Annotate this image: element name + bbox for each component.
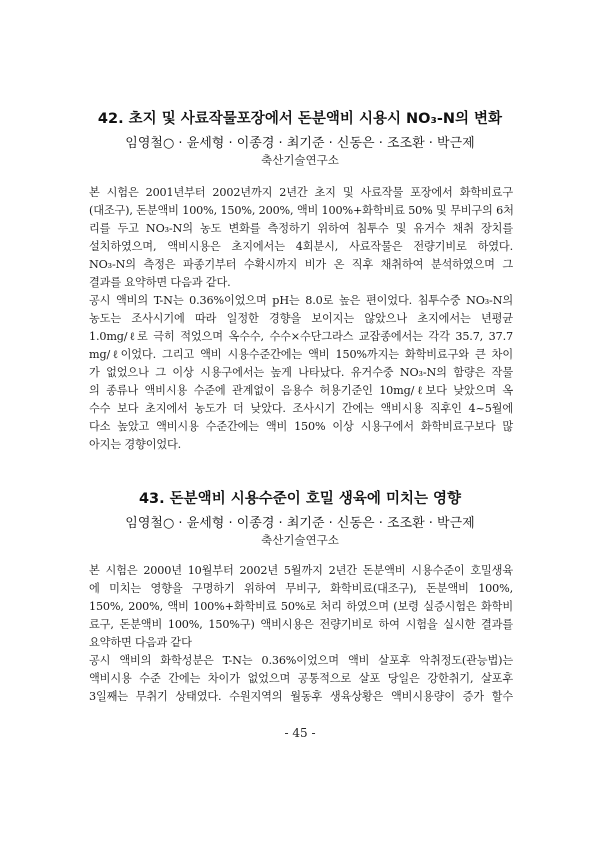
section1-line: 설치하였으며, 액비시용은 초지에서는 4회분시, 사료작물은 전량기비로 하였다.	[89, 240, 513, 253]
section2-authors: 임영철○ · 윤세형 · 이종경 · 최기준 · 신동은 · 조조환 · 박근제	[125, 516, 475, 531]
section2-line: 공시 액비의 화학성분은 T-N는 0.36%이었으며 액비 살포후 악취정도(관능법)는	[89, 654, 513, 667]
section2-line: 에 미치는 영향을 구명하기 위하여 무비구, 화학비료(대조구), 돈분액비 100%,	[89, 582, 513, 595]
section1-line: 수수 보다 초지에서 농도가 더 낮았다. 조사시기 간에는 액비시용 직후인 4~5월에	[89, 402, 513, 415]
page-number: - 45 -	[284, 726, 316, 740]
section1-title: 42. 초지 및 사료작물포장에서 돈분액비 시용시 NO₃-N의 변화	[97, 111, 503, 127]
section1-authors: 임영철○ · 윤세형 · 이종경 · 최기준 · 신동은 · 조조환 · 박근제	[125, 136, 475, 151]
section1-line: 본 시험은 2001년부터 2002년까지 2년간 초지 및 사료작물 포장에서 화학비료구	[89, 186, 513, 199]
section2-title: 43. 돈분액비 시용수준이 호밀 생육에 미치는 영향	[138, 491, 462, 507]
section1-line: 아지는 경향이었다.	[89, 438, 182, 451]
section1-line: (대조구), 돈분액비 100%, 150%, 200%, 액비 100%+화학비료 50% 및 무비구의 6처	[89, 204, 514, 217]
section1-line: mg/ℓ이었다. 그리고 액비 시용수준간에는 액비 150%까지는 화학비료구와 큰 차이	[89, 348, 513, 361]
section1-line: NO₃-N의 측정은 파종기부터 수확시까지 비가 온 직후 채취하여 분석하였으며 그	[89, 258, 513, 271]
section2-line: 료구, 돈분액비 100%, 150%구) 액비시용은 전량기비로 하여 시험을 실시한 결과를	[89, 618, 513, 631]
section1-line: 다소 높았고 액비시용 수준간에는 액비 150% 이상 시용구에서 화학비료구보다 많	[89, 420, 513, 433]
section1-line: 농도는 조사시기에 따라 일정한 경향을 보이지는 않았으나 초지에서는 년평균	[89, 312, 513, 325]
section2-line: 3일째는 무취기 상태였다. 수원지역의 월동후 생육상황은 액비시용량이 증가 할수	[89, 690, 513, 703]
section1-line: 결과를 요약하면 다음과 같다.	[89, 276, 231, 289]
section2-line: 요약하면 다음과 같다	[89, 636, 192, 649]
section2-line: 본 시험은 2000년 10월부터 2002년 5월까지 2년간 돈분액비 시용수준이 호밀생육	[89, 564, 513, 577]
section2-line: 150%, 200%, 액비 100%+화학비료 50%로 처리 하였으며 (보령 실증시험은 화학비	[89, 600, 513, 613]
section1-line: 1.0mg/ℓ로 극히 적었으며 옥수수, 수수×수단그라스 교잡종에서는 각각 35.7, 37.7	[89, 330, 513, 343]
section1-affiliation: 축산기술연구소	[261, 153, 339, 167]
section1-line: 의 종류나 액비시용 수준에 관계없이 음용수 허용기준인 10mg/ℓ보다 낮았으며 옥	[89, 384, 513, 397]
section1-line: 가 없었으나 그 이상 시용구에서는 높게 나타났다. 유거수중 NO₃-N의 함량은 작물	[89, 366, 513, 379]
section2-line: 액비시용 수준 간에는 차이가 없었으며 공통적으로 살포 당일은 강한취기, 살포후	[89, 672, 513, 685]
section2-affiliation: 축산기술연구소	[261, 533, 339, 547]
section1-line: 공시 액비의 T-N는 0.36%이었으며 pH는 8.0로 높은 편이었다. 침투수중 NO₃-N의	[89, 294, 513, 307]
section1-line: 리를 두고 NO₃-N의 농도 변화를 측정하기 위하여 침투수 및 유거수 채취 장치를	[89, 222, 513, 235]
